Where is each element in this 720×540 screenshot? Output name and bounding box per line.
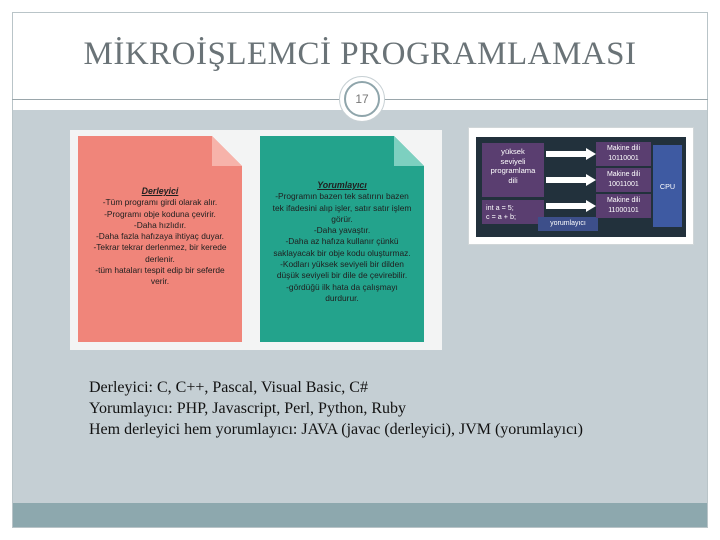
interpreter-line: görür. [331,213,353,224]
machine-code-box [596,142,651,166]
interpreter-line: düşük seviyeli bir dile de çevirebilir. [276,270,408,281]
source-line: programlama [490,166,536,175]
language-list [89,377,583,440]
title-rule-left [12,99,340,100]
footer-bar [13,503,707,527]
code-line: int a = 5; [486,203,514,212]
hybrid-languages: Hem derleyici hem yorumlayıcı: JAVA (javac (derleyici), JVM (yorumlayıcı) [89,421,583,438]
interpreter-line: -Programın bazen tek satırını bazen [275,191,409,202]
compiler-line: -Daha fazla hafızaya ihtiyaç duyar. [95,231,225,242]
interpreter-diagram [476,137,686,237]
interpreter-label: yorumlayıcı [538,217,598,231]
interpreter-line: -gördüğü ilk hata da çalışmayı [286,281,398,292]
source-line: seviyeli [500,156,526,166]
machine-code-value: 10110001 [608,155,639,162]
high-level-language-box [482,143,544,197]
slide-title: MİKROİŞLEMCİ PROGRAMLAMASI [83,36,637,72]
source-line: yüksek [501,147,525,156]
cpu-box: CPU [653,145,682,227]
code-line: c = a + b; [486,212,516,221]
interpreter-line: tek ifadesini alıp işler, satır satır işlem [272,202,412,213]
page-number: 17 [344,81,380,117]
interpreter-line: durdurur. [325,292,359,303]
interpreter-languages: Yorumlayıcı: PHP, Javascript, Perl, Python, Ruby [89,400,407,417]
machine-code-label: Makine dili [606,145,641,152]
machine-code-value: 10011001 [608,181,639,188]
compiler-line: -Daha hızlıdır. [133,219,187,230]
interpreter-text [260,180,424,304]
machine-code-value: 11000101 [608,207,639,214]
source-line: dili [508,175,518,185]
arrow-right-icon [546,148,596,160]
interpreter-document [260,136,424,342]
compiler-line: -tüm hataları tespit edip bir seferde [95,265,225,276]
arrow-right-icon [546,174,596,186]
machine-code-label: Makine dili [606,171,641,178]
interpreter-diagram-image [468,127,694,245]
machine-code-box [596,168,651,192]
machine-code-label: Makine dili [606,197,641,204]
compiler-interpreter-image [70,130,442,350]
compiler-heading: Derleyici [141,186,179,196]
compiler-line: -Tüm programı girdi olarak alır. [102,197,218,208]
compiler-document [78,136,242,342]
interpreter-line: saklayacak bir obje kodu oluşturmaz. [273,247,411,258]
arrow-right-icon [546,200,596,212]
title-rule-right [384,99,708,100]
compiler-line: derlenir. [145,253,175,264]
interpreter-line: -Daha az hafıza kullanır çünkü [285,236,399,247]
machine-code-box [596,194,651,218]
compiler-line: -Programı obje koduna çevirir. [104,208,216,219]
interpreter-line: -Daha yavaştır. [313,225,371,236]
interpreter-line: -Kodları yüksek seviyeli bir dilden [280,259,404,270]
compiler-line: verir. [150,276,170,287]
compiler-text [78,186,242,288]
compiler-languages: Derleyici: C, C++, Pascal, Visual Basic, C# [89,379,368,396]
code-sample-box [482,200,544,224]
compiler-line: -Tekrar tekrar derlenmez, bir kerede [93,242,227,253]
interpreter-heading: Yorumlayıcı [317,180,367,190]
